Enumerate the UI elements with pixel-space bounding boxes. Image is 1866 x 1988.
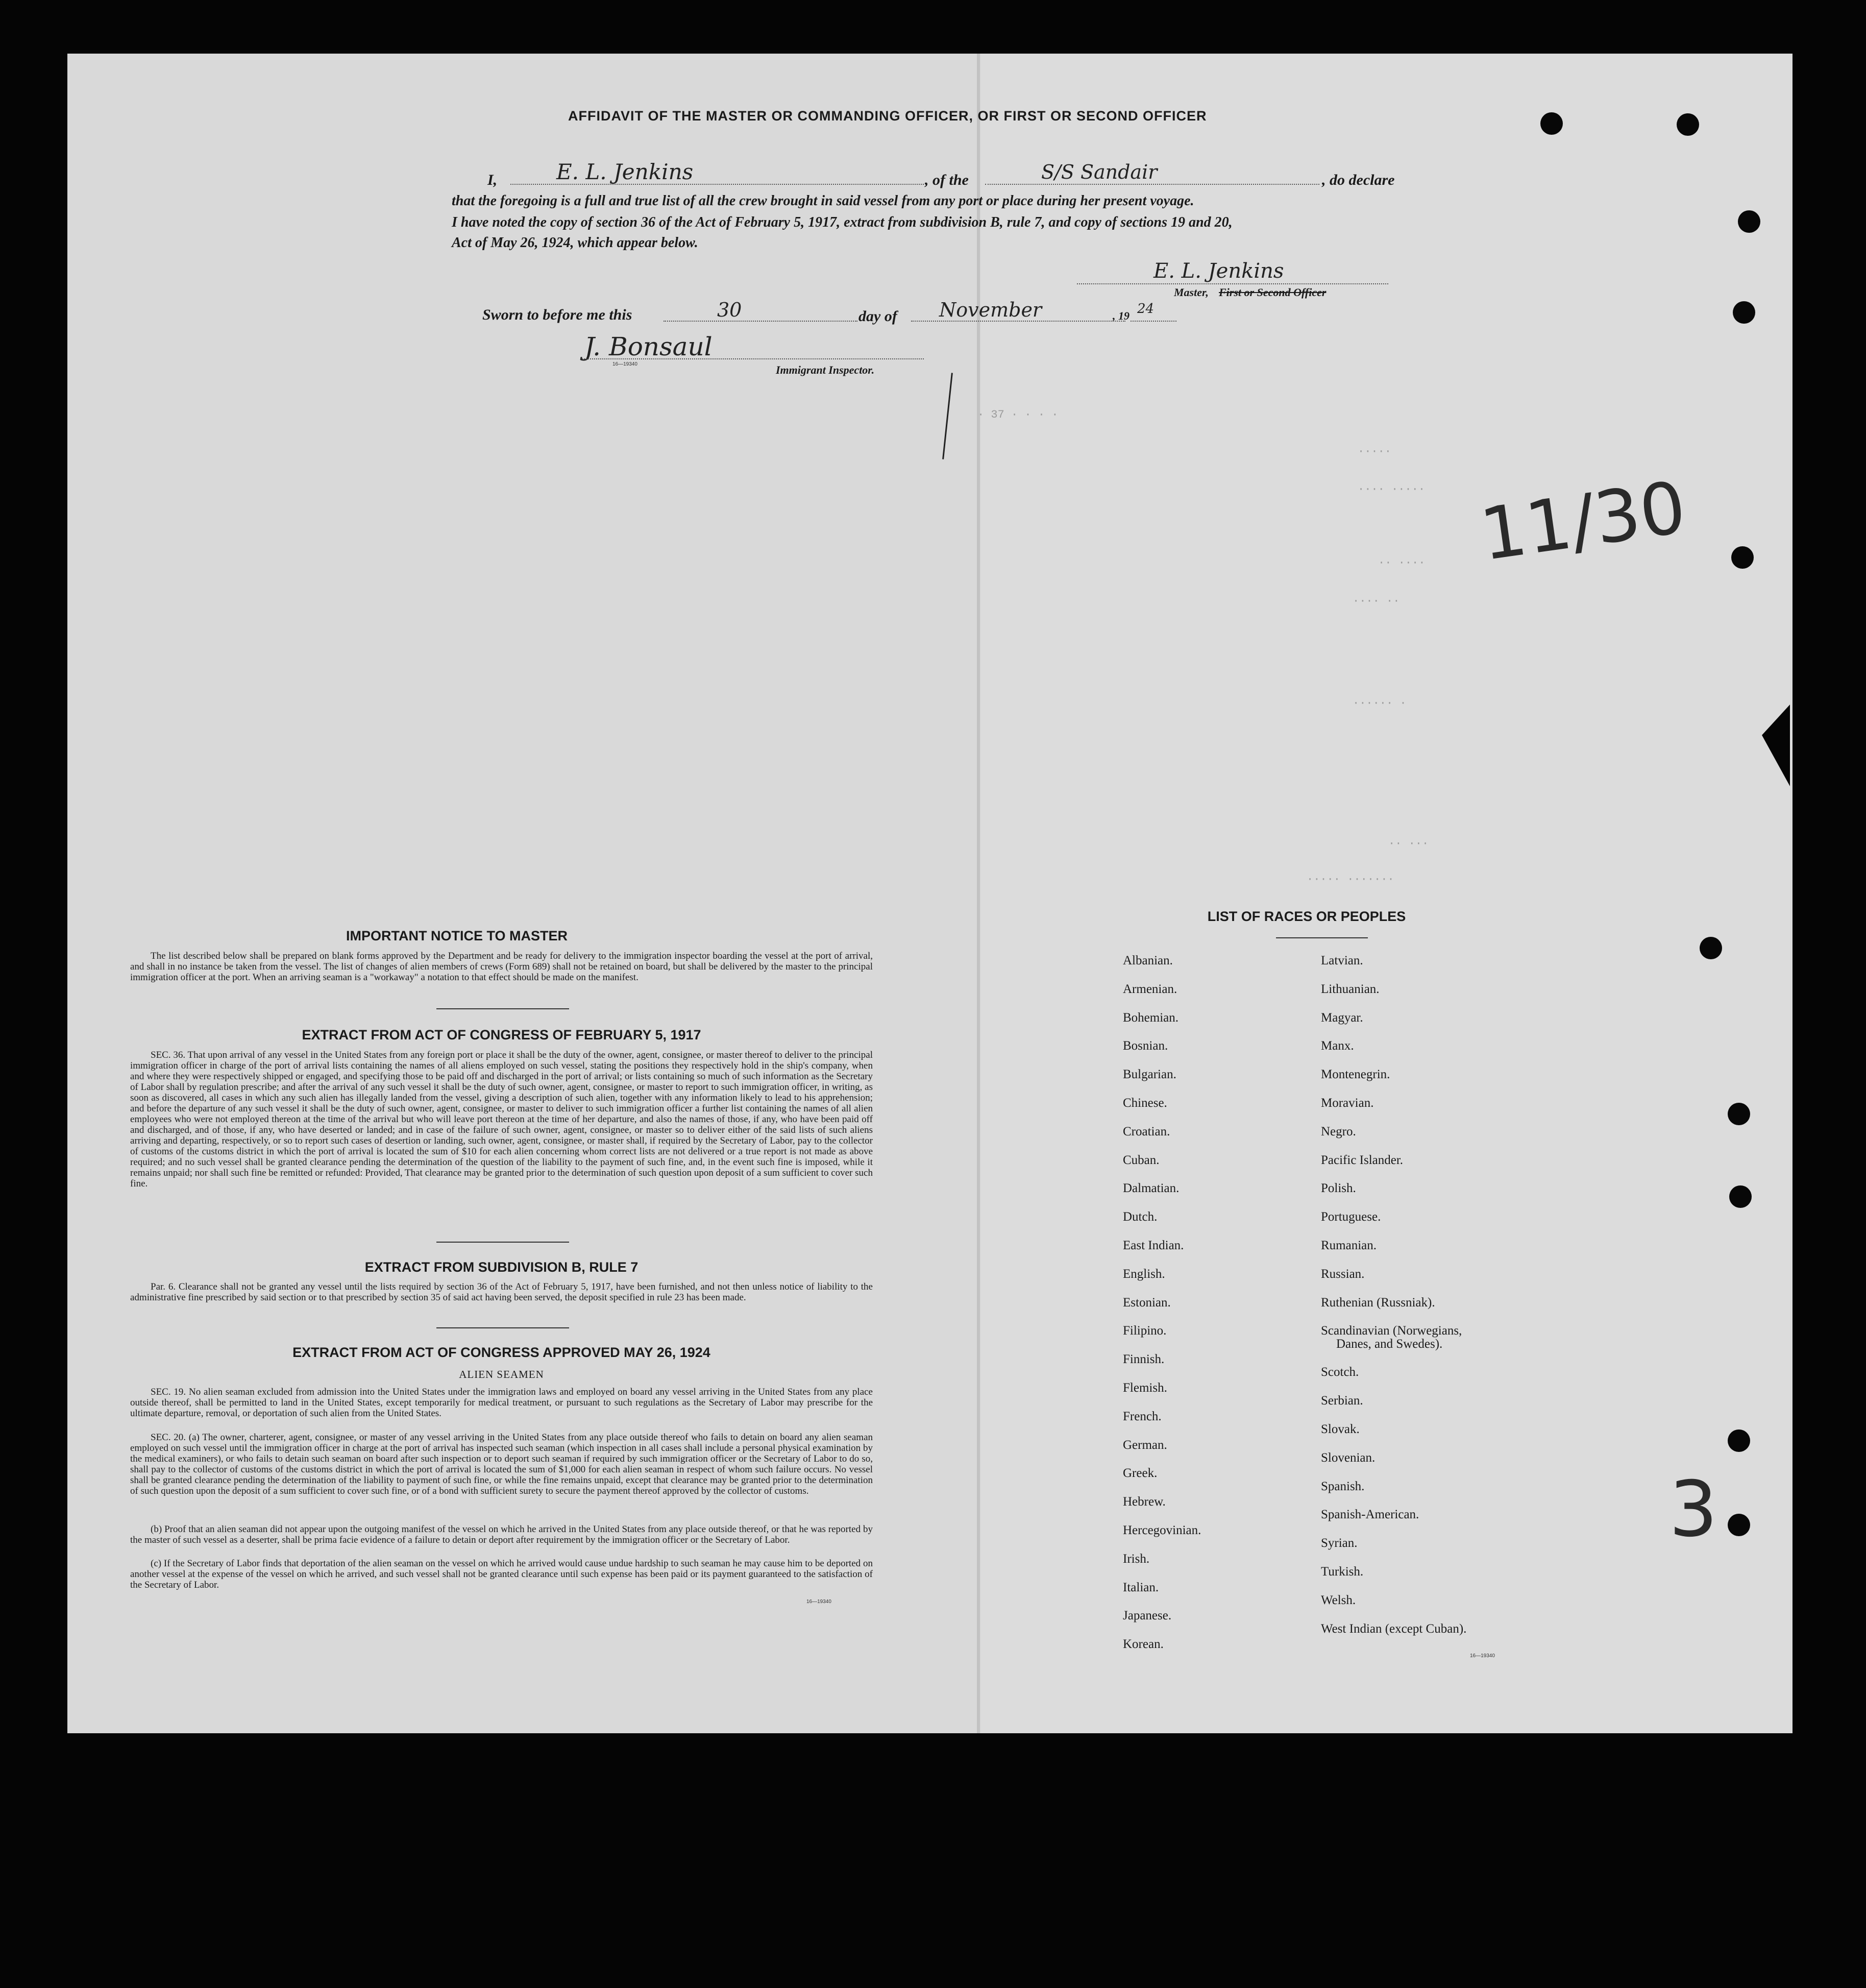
i-label: I,: [487, 172, 498, 188]
binding-hole: [1728, 1429, 1750, 1452]
race-item: Magyar.: [1321, 1010, 1363, 1025]
notice-body: The list described below shall be prepared on blank forms approved by the Department and be ready for delivery to the immigration inspector boarding the vessel at the port of arrival, and shall in no instance be taken from the vessel. The list of changes of alien members of crews (Form 689) shall not be retained on board, but shall be delivered by the master to the principal immigration officer at the port. When an arriving seaman is a "workaway" a notation to that effect should be made on the manifest.: [130, 951, 873, 983]
race-item: Latvian.: [1321, 954, 1363, 967]
race-item: Slovak.: [1321, 1422, 1360, 1436]
race-item: Montenegrin.: [1321, 1068, 1390, 1082]
do-declare-label: , do declare: [1322, 172, 1395, 188]
extract-1924-sec19: SEC. 19. No alien seaman excluded from admission into the United States under the immigration laws and employed on board any vessel arriving in the United States from any place outside thereof, shall be permitted to land in the United States, except temporarily for medical treatment, or pursuant to such regulations as the Secretary of Labor may prescribe for the ultimate departure, removal, or deportation of such alien from the United States.: [130, 1387, 873, 1419]
race-item: Pacific Islander.: [1321, 1153, 1404, 1167]
race-item: Serbian.: [1321, 1394, 1363, 1408]
race-item: Rumanian.: [1321, 1239, 1377, 1252]
race-item: Flemish.: [1123, 1381, 1167, 1395]
extract-rule7-body: Par. 6. Clearance shall not be granted any vessel until the lists required by section 36 of the Act of February 5, 1917, have been furnished, and not then unless notice of liability to the administrative fine prescribed by said section or to that prescribed by section 35 of said act having been served, the deposit specified in rule 23 has been made.: [130, 1281, 873, 1303]
inspector-caption: Immigrant Inspector.: [776, 363, 875, 376]
race-item: Scotch.: [1321, 1365, 1359, 1379]
page-pencil-note: 3: [1669, 1465, 1718, 1554]
extract-1924-title: EXTRACT FROM ACT OF CONGRESS APPROVED MAY 26, 1924: [292, 1345, 710, 1360]
race-item: Japanese.: [1123, 1609, 1172, 1623]
race-item: Estonian.: [1123, 1295, 1171, 1310]
race-item: Lithuanian.: [1321, 982, 1380, 996]
race-item: Filipino.: [1123, 1324, 1167, 1338]
month-handwritten: November: [939, 299, 1042, 321]
affidavit-title: AFFIDAVIT OF THE MASTER OR COMMANDING OFFICER, OR FIRST OR SECOND OFFICER: [568, 108, 1207, 124]
bleed-through-mark: ·· ····: [1378, 556, 1426, 569]
race-item: English.: [1123, 1267, 1165, 1281]
binding-hole: [1738, 210, 1760, 233]
race-item: Manx.: [1321, 1039, 1354, 1053]
binding-hole: [1677, 113, 1699, 136]
of-the-label: , of the: [925, 172, 969, 188]
race-item: East Indian.: [1123, 1239, 1184, 1252]
race-item: Polish.: [1321, 1181, 1356, 1196]
extract-1917-rule: [436, 1242, 569, 1243]
race-item: Negro.: [1321, 1124, 1356, 1138]
binding-hole: [1731, 546, 1754, 569]
race-item: Portuguese.: [1321, 1210, 1381, 1224]
race-item: Scandinavian (Norwegians,: [1321, 1324, 1462, 1338]
extract-1917-body: SEC. 36. That upon arrival of any vessel in the United States from any foreign port or place it shall be the duty of the owner, agent, consignee, or master thereof to deliver to the principal immigration officer in charge of the port of arrival lists containing the names of all aliens employed on such vessel, stating the positions they respectively hold in the ship's company, when and where they were respectively shipped or engaged, and specifying those to be paid off and discharged in the port of arrival; or lists containing so much of such information as the Secretary of Labor shall by regulation prescribe; and after the arrival of any such vessel it shall be the duty of such owner, agent, consignee, or master to report to such immigration officer, in writing, as soon as discovered, all cases in which any such alien has illegally landed from the vessel, giving a description of such alien, together with any information likely to lead to his apprehension; and before the departure of any such vessel it shall be the duty of such owner, agent, consignee, or master to deliver to such immigration officer a further list containing the names of all alien employees who were not employed thereon at the time of the arrival but who will leave port thereon at the time of her departure, and also the names of those, if any, who have been paid off and discharged, and of those, if any, who have deserted or landed; and in case of the failure of such owner, agent, consignee, or master so to deliver either of the said lists of such aliens arriving and departing, respectively, or so to report such cases of desertion or landing, such owner, agent, consignee, or master shall, if required by the Secretary of Labor, pay to the collector of customs of the customs district in which the port of arrival is located the sum of $10 for each alien concerning whom correct lists are not delivered or a true report is not made as above required; and no such vessel shall be granted clearance pending the determination of the question of the liability to the payment of such fine, and, in the event such fine is imposed, while it remains unpaid; nor shall such fine be remitted or refunded: Provided, That clearance may be granted prior to the determination of such question upon deposit of a sum sufficient to cover such fine.: [130, 1050, 873, 1189]
race-item: Danes, and Swedes).: [1336, 1337, 1443, 1351]
officer-name-handwritten: E. L. Jenkins: [556, 159, 694, 184]
bleed-through-mark: ····· ·······: [1307, 873, 1394, 886]
race-item: Syrian.: [1321, 1536, 1358, 1550]
declaration-line-2: that the foregoing is a full and true list of all the crew brought in said vessel from any port or place during her present voyage.: [452, 193, 1194, 209]
extract-rule7-rule: [436, 1327, 569, 1328]
sworn-label: Sworn to before me this: [482, 306, 632, 323]
extract-1924-sec20a: SEC. 20. (a) The owner, charterer, agent, consignee, or master of any vessel arriving in the United States from any place outside thereof who fails to detain on board any alien seaman employed on such vessel until the immigration officer in charge at the port of arrival has inspected such seaman (which inspection in all cases shall include a personal physical examination by the medical examiners), or who fails to detain such seaman on board after such inspection or to deport such seaman if required by such immigration officer or the Secretary of Labor to do so, shall pay to the collector of customs of the customs district in which the port of arrival is located the sum of $1,000 for each alien seaman in respect of whom such failure occurs. No vessel shall be granted clearance pending the determination of the liability to payment of such fine, or while the fine remains unpaid, except that clearance may be granted prior to the determination of such question upon the deposit of a sum sufficient to cover such fine, or of a bond with sufficient surety to secure the payment thereof approved by the collector of customs.: [130, 1432, 873, 1496]
extract-1924-subtitle: ALIEN SEAMEN: [459, 1368, 544, 1380]
race-item: Croatian.: [1123, 1124, 1170, 1138]
race-item: Ruthenian (Russniak).: [1321, 1295, 1435, 1310]
bleed-through-mark: ······ ·: [1353, 697, 1407, 710]
race-item: Slovenian.: [1321, 1450, 1376, 1465]
bleed-through-mark: · 37 · · · ·: [977, 408, 1059, 421]
notice-rule: [436, 1008, 569, 1009]
binding-hole: [1733, 301, 1755, 324]
torn-edge: [1762, 705, 1790, 786]
declaration-line-4: Act of May 26, 1924, which appear below.: [452, 235, 698, 251]
extract-1917-title: EXTRACT FROM ACT OF CONGRESS OF FEBRUARY 5, 1917: [302, 1027, 701, 1043]
year-line: [1131, 321, 1176, 322]
races-form-code: 16—19340: [1470, 1653, 1495, 1659]
bleed-through-mark: ···· ··: [1353, 595, 1400, 608]
race-item: Bosnian.: [1123, 1039, 1168, 1053]
race-item: Turkish.: [1321, 1564, 1364, 1579]
bleed-through-mark: ···· ·····: [1358, 483, 1426, 496]
race-item: German.: [1123, 1438, 1167, 1452]
date-pencil-note: 11/30: [1475, 466, 1691, 577]
race-item: Welsh.: [1321, 1593, 1356, 1607]
race-item: Finnish.: [1123, 1352, 1165, 1367]
bleed-through-mark: ·····: [1358, 445, 1392, 458]
vessel-handwritten: S/S Sandair: [1041, 161, 1158, 183]
year-handwritten: 24: [1137, 301, 1155, 317]
extract-1924-sec20c: (c) If the Secretary of Labor finds that deportation of the alien seaman on the vessel on which he arrived would cause undue hardship to such seaman he may cause him to be deported on another vessel at the expense of the vessel on which he arrived, and such vessel shall not be granted clearance until such expense has been paid or its payment guaranteed to the satisfaction of the Secretary of Labor.: [130, 1558, 873, 1590]
inspector-signature: J. Bonsaul: [584, 332, 713, 361]
signature-line: [1077, 283, 1388, 284]
race-item: West Indian (except Cuban).: [1321, 1621, 1467, 1636]
vessel-line: [985, 184, 1319, 185]
day-handwritten: 30: [717, 299, 742, 321]
extract-1924-sec20b: (b) Proof that an alien seaman did not appear upon the outgoing manifest of the vessel on which he arrived in the United States from any place outside thereof, or that he was reported by the master of such vessel as a deserter, shall be prima facie evidence of a failure to detain or deport after requirement by the immigration officer or the Secretary of Labor.: [130, 1524, 873, 1545]
race-item: Cuban.: [1123, 1153, 1160, 1167]
race-item: Chinese.: [1123, 1096, 1167, 1110]
inspector-form-code: 16—19340: [612, 361, 637, 367]
binding-hole: [1728, 1103, 1750, 1125]
binding-hole: [1700, 937, 1722, 959]
race-item: Korean.: [1123, 1637, 1164, 1652]
signature-caption-master: Master,: [1174, 286, 1209, 299]
bleed-through-mark: ·· ···: [1388, 837, 1429, 850]
races-rule: [1276, 937, 1368, 938]
race-item: Greek.: [1123, 1466, 1158, 1481]
race-item: Irish.: [1123, 1551, 1150, 1566]
inspector-line: [582, 358, 924, 359]
year-prefix: , 19: [1113, 309, 1130, 322]
notice-title: IMPORTANT NOTICE TO MASTER: [346, 928, 568, 943]
race-item: Hercegovinian.: [1123, 1523, 1201, 1537]
day-line: [664, 321, 857, 322]
race-item: Bohemian.: [1123, 1010, 1179, 1025]
extract-rule7-title: EXTRACT FROM SUBDIVISION B, RULE 7: [364, 1259, 639, 1275]
race-item: Spanish.: [1321, 1479, 1365, 1493]
race-item: Hebrew.: [1123, 1495, 1166, 1509]
binding-hole: [1540, 112, 1563, 135]
race-item: Moravian.: [1321, 1096, 1374, 1110]
race-item: Dutch.: [1123, 1210, 1158, 1224]
binding-hole: [1728, 1514, 1750, 1536]
day-of-label: day of: [858, 308, 897, 325]
signature-caption-officer: First or Second Officer: [1219, 286, 1327, 299]
race-item: Russian.: [1321, 1267, 1365, 1281]
race-item: Dalmatian.: [1123, 1181, 1180, 1196]
race-item: Armenian.: [1123, 982, 1177, 996]
extract-1924-form-code: 16—19340: [806, 1599, 831, 1605]
binding-hole: [1729, 1185, 1752, 1208]
race-item: French.: [1123, 1409, 1162, 1423]
race-item: Albanian.: [1123, 954, 1173, 967]
race-item: Italian.: [1123, 1580, 1159, 1594]
declaration-line-3: I have noted the copy of section 36 of the Act of February 5, 1917, extract from subdivision B, rule 7, and copy of sections 19 and 20,: [452, 214, 1233, 230]
races-title: LIST OF RACES OR PEOPLES: [1207, 909, 1406, 924]
race-item: Bulgarian.: [1123, 1068, 1176, 1082]
master-signature: E. L. Jenkins: [1153, 259, 1284, 283]
race-item: Spanish-American.: [1321, 1508, 1419, 1522]
